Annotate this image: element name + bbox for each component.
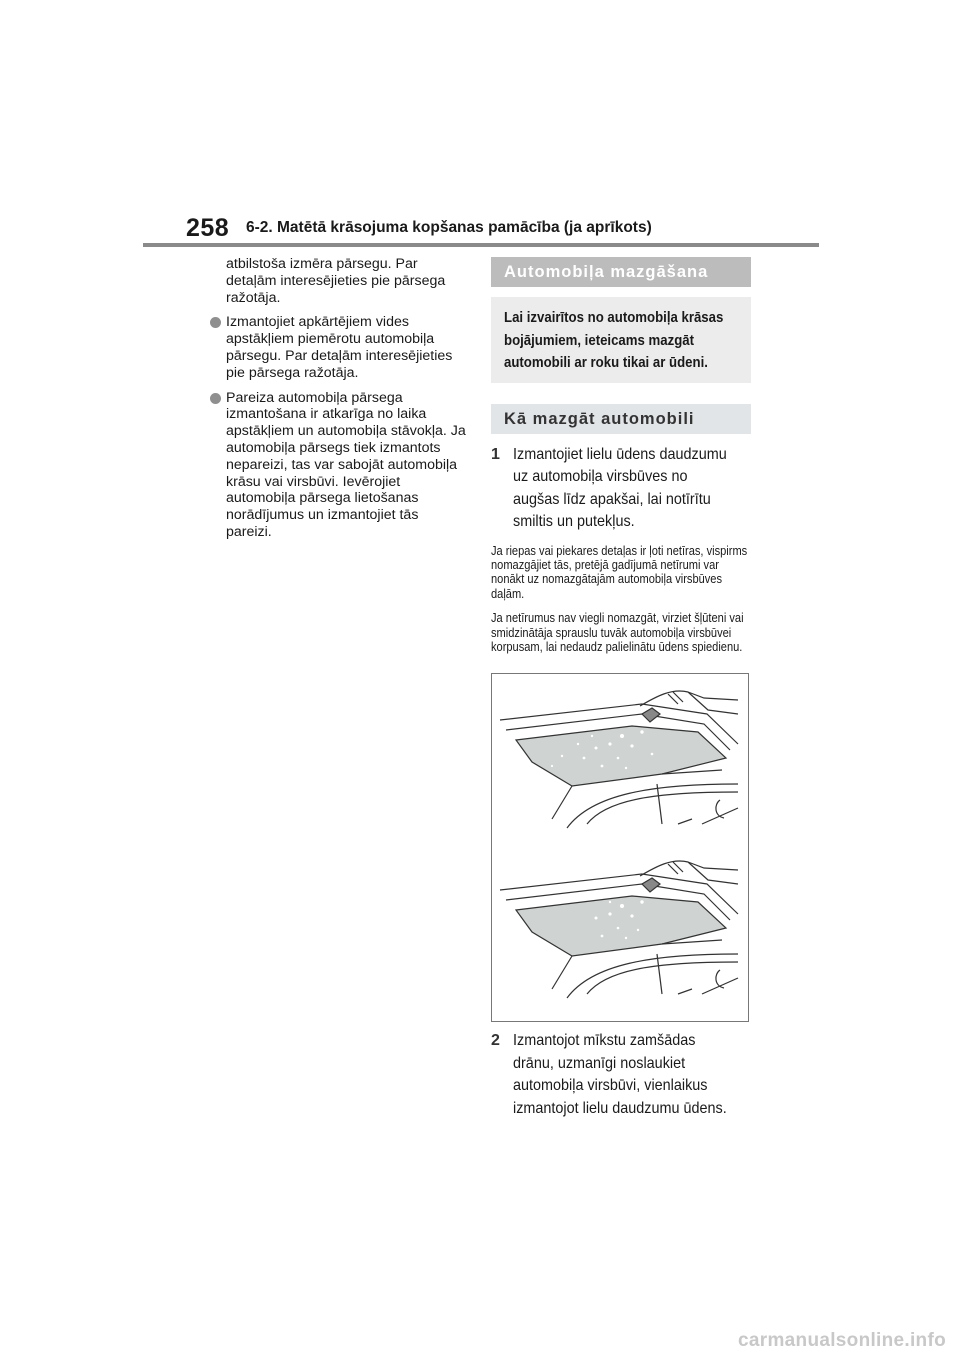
- bullet-text: Pareiza automobiļa pārsega izmantošana ir atkarīga no laika apstākļiem un automobiļa stāvokļa. Ja automobiļa pārsegs tiek izmantots nepareizi, tas var sabojāt automobiļa krāsu vai virsbūvi. Ievērojiet automobiļa pārsega lietošanas norādījumus un izmantojiet tās pareizi.: [226, 389, 466, 540]
- top-panel: [500, 691, 738, 828]
- step-number: 1: [491, 445, 500, 463]
- step-1: [491, 444, 751, 534]
- bullet-icon: [210, 393, 221, 404]
- section-title: 6-2. Matētā krāsojuma kopšanas pamācība (ja aprīkots): [246, 219, 652, 236]
- header-rule: [143, 243, 819, 247]
- list-item: [210, 390, 468, 541]
- left-column: [210, 256, 468, 541]
- bullet-text: Izmantojiet apkārtējiem vides apstākļiem piemērotu automobiļa pārsegu. Par detaļām interesējieties pie pārsega ražotāja.: [226, 314, 453, 381]
- right-column: [491, 257, 751, 1120]
- intro-box: [491, 297, 751, 383]
- bullet-icon: [210, 317, 221, 328]
- continuation-paragraph: atbilstoša izmēra pārsegu. Par detaļām interesējieties pie pārsega ražotāja.: [226, 256, 446, 306]
- step-text: Izmantojiet lielu ūdens daudzumu uz automobiļa virsbūves no augšas līdz apakšai, lai notīrītu smiltis un putekļus.: [513, 445, 727, 530]
- heading-how-to-wash: Kā mazgāt automobili: [491, 404, 751, 434]
- heading-car-washing: Automobiļa mazgāšana: [491, 257, 751, 287]
- note-paragraph: Ja netīrumus nav viegli nomazgāt, virziet šļūteni vai smidzinātāja sprauslu tuvāk automobiļa virsbūvei korpusam, lai nedaudz palielinātu ūdens spiedienu.: [491, 611, 744, 654]
- page-number: 258: [186, 214, 230, 242]
- bottom-panel: [500, 861, 738, 998]
- page-header: [0, 0, 960, 250]
- illustration-svg: [492, 674, 748, 1021]
- note-paragraph: Ja riepas vai piekares detaļas ir ļoti netīras, vispirms nomazgājiet tās, pretējā gadījumā netīrumi var nonākt uz nomazgātajām automobiļa virsbūves daļām.: [491, 543, 748, 601]
- intro-text: Lai izvairītos no automobiļa krāsas bojājumiem, ieteicams mazgāt automobili ar roku tikai ar ūdeni.: [504, 309, 724, 371]
- step-2: [491, 1030, 751, 1120]
- step-number: 2: [491, 1032, 500, 1050]
- car-washing-illustration: [491, 673, 749, 1022]
- list-item: [210, 314, 468, 381]
- step-text: Izmantojot mīkstu zamšādas drānu, uzmanīgi noslaukiet automobiļa virsbūvi, vienlaikus izmantojot lielu daudzumu ūdens.: [513, 1032, 727, 1117]
- watermark: carmanualsonline.info: [738, 1330, 946, 1351]
